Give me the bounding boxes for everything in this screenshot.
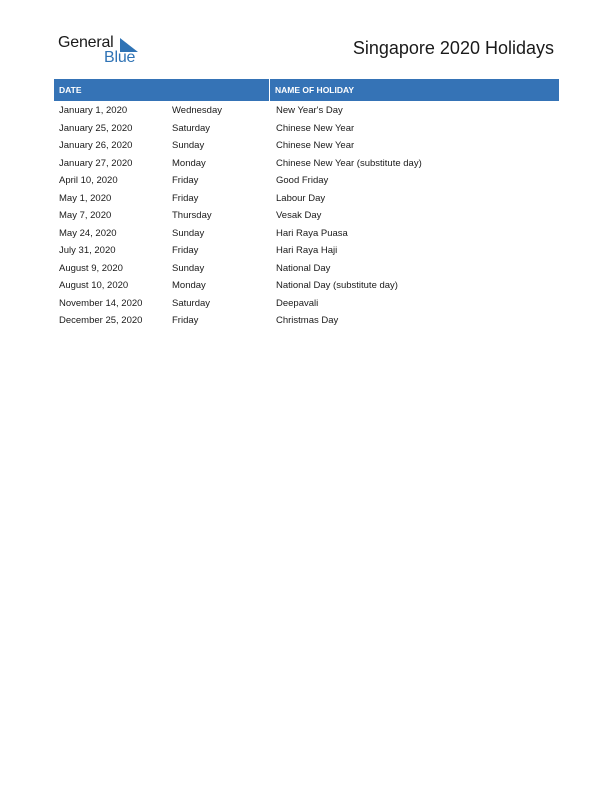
holiday-weekday: Monday bbox=[172, 280, 206, 291]
holiday-date: May 24, 2020 bbox=[59, 227, 117, 239]
holiday-date: December 25, 2020 bbox=[59, 315, 143, 326]
holiday-name: Christmas Day bbox=[276, 315, 339, 326]
page-title: Singapore 2020 Holidays bbox=[352, 38, 554, 58]
logo-text-general: General bbox=[58, 34, 114, 51]
column-header-date: DATE bbox=[54, 79, 270, 101]
holiday-date: January 25, 2020 bbox=[59, 122, 133, 134]
column-header-holiday-name: NAME OF HOLIDAY bbox=[275, 85, 355, 95]
holiday-date: August 9, 2020 bbox=[59, 262, 123, 274]
holiday-name: Hari Raya Puasa bbox=[276, 227, 348, 239]
holiday-weekday: Sunday bbox=[172, 140, 205, 151]
table-row bbox=[54, 207, 559, 225]
holiday-name: Labour Day bbox=[276, 192, 326, 204]
table-row bbox=[54, 260, 559, 278]
holiday-date: January 27, 2020 bbox=[59, 157, 133, 169]
table-row bbox=[54, 137, 559, 155]
table-row bbox=[54, 190, 559, 208]
holiday-weekday: Friday bbox=[172, 245, 199, 256]
holiday-weekday: Wednesday bbox=[172, 105, 222, 116]
holiday-weekday: Thursday bbox=[172, 210, 212, 221]
holiday-name: National Day (substitute day) bbox=[276, 280, 398, 291]
generalblue-logo bbox=[58, 34, 148, 68]
holiday-name: New Year's Day bbox=[276, 105, 343, 116]
holiday-weekday: Friday bbox=[172, 315, 199, 326]
holiday-weekday: Friday bbox=[172, 192, 199, 204]
holiday-name: Good Friday bbox=[276, 175, 329, 186]
holiday-weekday: Saturday bbox=[172, 297, 211, 309]
holiday-date: July 31, 2020 bbox=[59, 245, 116, 256]
table-row bbox=[54, 277, 559, 295]
holiday-weekday: Friday bbox=[172, 175, 199, 186]
holiday-weekday: Sunday bbox=[172, 262, 205, 274]
table-row bbox=[54, 102, 559, 120]
holiday-name: Hari Raya Haji bbox=[276, 245, 338, 256]
holiday-name: Chinese New Year bbox=[276, 140, 355, 151]
holiday-date: May 1, 2020 bbox=[59, 192, 112, 204]
table-row bbox=[54, 312, 559, 330]
holiday-weekday: Saturday bbox=[172, 122, 211, 134]
holiday-date: January 26, 2020 bbox=[59, 140, 133, 151]
table-row bbox=[54, 172, 559, 190]
table-header bbox=[54, 79, 559, 101]
holiday-date: April 10, 2020 bbox=[59, 175, 118, 186]
table-row bbox=[54, 155, 559, 173]
table-row bbox=[54, 120, 559, 138]
holiday-weekday: Sunday bbox=[172, 227, 205, 239]
holiday-date: May 7, 2020 bbox=[59, 210, 112, 221]
holiday-name: Deepavali bbox=[276, 297, 319, 309]
table-row bbox=[54, 225, 559, 243]
holiday-date: November 14, 2020 bbox=[59, 297, 143, 309]
holiday-name: Vesak Day bbox=[276, 210, 322, 221]
holiday-date: January 1, 2020 bbox=[59, 105, 128, 116]
holiday-name: National Day bbox=[276, 262, 331, 274]
holiday-table bbox=[54, 79, 559, 330]
table-body bbox=[54, 101, 559, 330]
holiday-date: August 10, 2020 bbox=[59, 280, 129, 291]
holiday-weekday: Monday bbox=[172, 157, 206, 169]
holiday-name: Chinese New Year bbox=[276, 122, 355, 134]
table-row bbox=[54, 242, 559, 260]
table-row bbox=[54, 295, 559, 313]
holiday-name: Chinese New Year (substitute day) bbox=[276, 157, 422, 169]
logo-text-blue: Blue bbox=[104, 49, 136, 66]
